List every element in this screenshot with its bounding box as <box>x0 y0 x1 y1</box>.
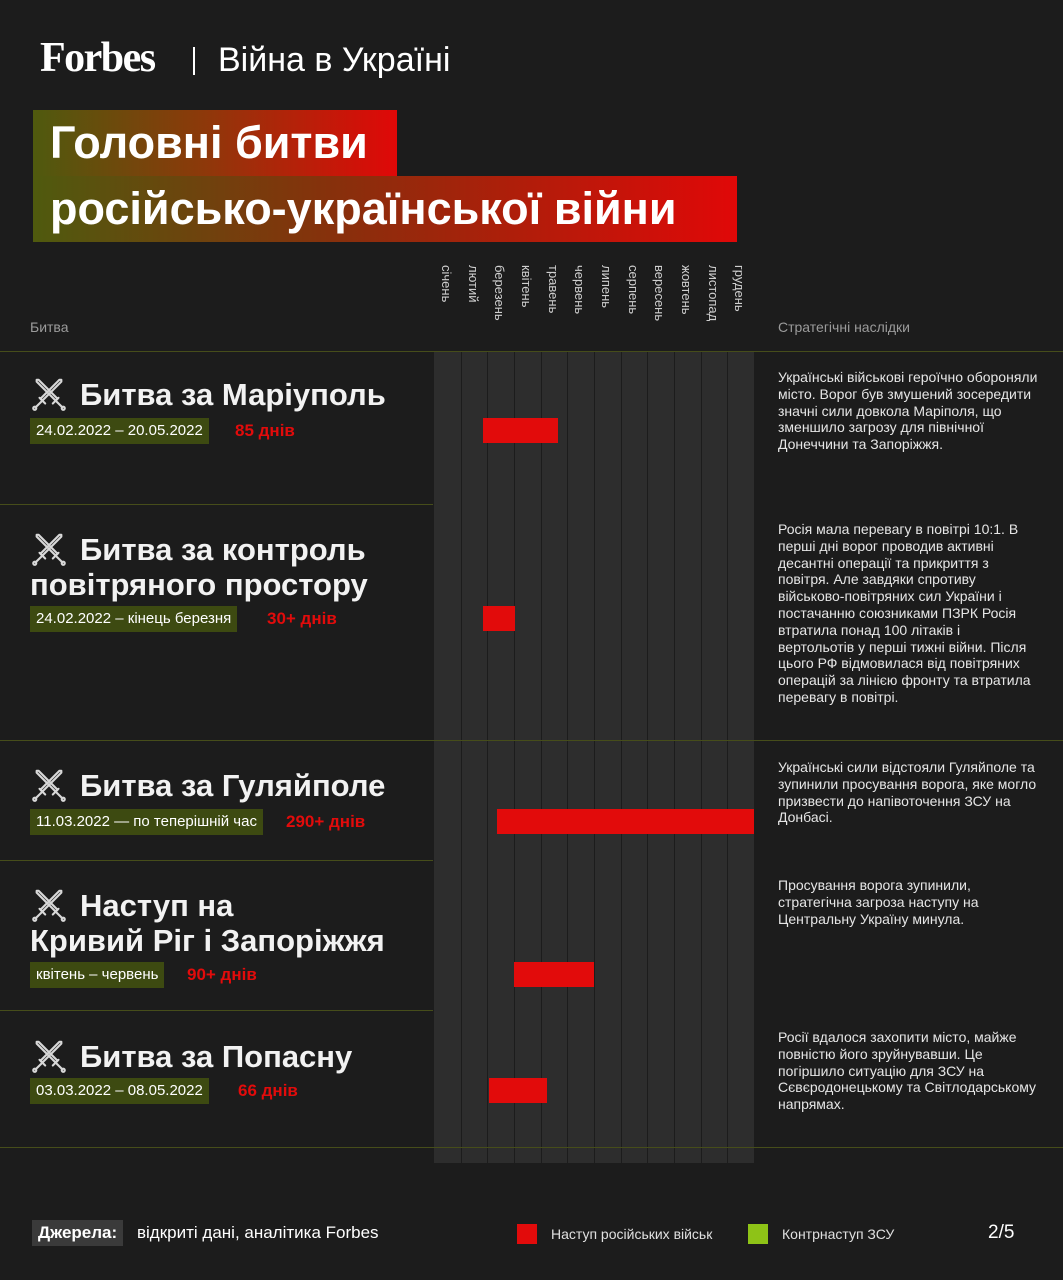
crossed-swords-icon <box>30 375 68 413</box>
duration-label: 90+ днів <box>187 965 257 984</box>
month-gridline <box>727 351 728 1163</box>
crossed-swords-icon <box>30 530 68 568</box>
gantt-bar-offensive <box>514 962 594 987</box>
battle-title-text: Битва за Попасну <box>80 1039 353 1074</box>
page-title-line-2: російсько-української війни <box>33 176 737 242</box>
column-header-battle: Битва <box>30 319 69 335</box>
month-label: грудень <box>732 265 748 312</box>
consequence-text: Росії вдалося захопити місто, майже повністю його зруйнувавши. Це погіршило ситуацію для ЗСУ на Сєвєродонецькому та Світлодарському напрямах. <box>778 1029 1037 1113</box>
month-label: вересень <box>652 265 668 322</box>
month-gridline <box>461 351 462 1163</box>
date-range: квітень – червень <box>30 962 164 988</box>
month-label: серпень <box>625 265 641 315</box>
month-gridline <box>647 351 648 1163</box>
forbes-logo: Forbes <box>40 35 155 81</box>
gantt-bar-offensive <box>497 809 754 834</box>
row-divider <box>0 740 1063 741</box>
sources-label: Джерела: <box>32 1220 123 1246</box>
battle-title <box>30 766 385 804</box>
consequence-text: Українські військові героїчно обороняли місто. Ворог був змушений зосередити значні сили довкола Маріполя, що зменшило загрозу для північної Донеччини та Запоріжжя. <box>778 369 1038 453</box>
column-header-consequences: Стратегічні наслідки <box>778 319 910 335</box>
gantt-bar-offensive <box>483 418 558 443</box>
month-label: квітень <box>519 265 534 308</box>
section-title: Війна в Україні <box>218 41 451 79</box>
month-gridline <box>621 351 622 1163</box>
legend-swatch-offensive <box>517 1224 537 1244</box>
month-gridline <box>541 351 542 1163</box>
battle-title-text: Наступ на <box>80 888 234 923</box>
battle-title-text: Битва за Гуляйполе <box>80 768 386 803</box>
month-label: березень <box>492 265 508 321</box>
header-divider <box>193 47 195 75</box>
month-gridline <box>674 351 675 1163</box>
date-range: 24.02.2022 – кінець березня <box>30 606 237 632</box>
battle-title <box>30 1037 352 1075</box>
duration-label: 85 днів <box>235 421 295 440</box>
date-range: 24.02.2022 – 20.05.2022 <box>30 418 209 444</box>
legend-label-counteroffensive: Контрнаступ ЗСУ <box>782 1226 895 1242</box>
month-gridline <box>567 351 568 1163</box>
consequence-text: Просування ворога зупинили, стратегічна загроза наступу на Центральну Україну минула. <box>778 877 979 927</box>
month-gridline <box>701 351 702 1163</box>
row-divider <box>0 1147 1063 1148</box>
month-label: травень <box>545 265 561 314</box>
row-divider <box>0 1010 433 1011</box>
battle-title <box>30 530 368 602</box>
battle-title-text: Битва за контроль <box>80 532 366 567</box>
duration-label: 290+ днів <box>286 812 366 831</box>
battle-title <box>30 886 385 958</box>
row-divider <box>0 504 433 505</box>
crossed-swords-icon <box>30 766 68 804</box>
page-title-line-1: Головні битви <box>33 110 397 176</box>
month-label: червень <box>572 265 588 315</box>
date-range: 11.03.2022 — по теперішній час <box>30 809 263 835</box>
month-label: листопад <box>705 265 721 322</box>
battle-title-text: Битва за Маріуполь <box>80 377 386 412</box>
duration-label: 66 днів <box>238 1081 298 1100</box>
battle-title <box>30 375 386 413</box>
sources-text: відкриті дані, аналітика Forbes <box>137 1223 379 1242</box>
legend-swatch-counteroffensive <box>748 1224 768 1244</box>
gantt-bar-offensive <box>483 606 515 631</box>
row-divider <box>0 860 433 861</box>
date-range: 03.03.2022 – 08.05.2022 <box>30 1078 209 1104</box>
crossed-swords-icon <box>30 1037 68 1075</box>
crossed-swords-icon <box>30 886 68 924</box>
month-label: липень <box>599 265 614 309</box>
month-label: жовтень <box>679 265 694 315</box>
page-number: 2/5 <box>988 1222 1015 1243</box>
month-gridline <box>487 351 488 1163</box>
month-gridline <box>594 351 595 1163</box>
consequence-text: Росія мала перевагу в повітрі 10:1. В перші дні ворог проводив активні десантні операції та прикриття з повітря. Але завдяки спротиву військово-повітряних сил України і постачанню союзниками ПЗРК Росія втратила понад 100 літаків і вертольотів у перші тижні війни. Після цього РФ відмовилася від повітряних операцій за лінією фронту та втратила перевагу в повітрі. <box>778 521 1031 705</box>
duration-label: 30+ днів <box>267 609 337 628</box>
month-gridline <box>514 351 515 1163</box>
legend-label-offensive: Наступ російських військ <box>551 1226 713 1242</box>
row-divider <box>0 351 1063 352</box>
gantt-bar-offensive <box>489 1078 547 1103</box>
battle-title-text: повітряного простору <box>30 567 368 602</box>
month-label: лютий <box>465 265 481 303</box>
battle-title-text: Кривий Ріг і Запоріжжя <box>30 923 385 958</box>
consequence-text: Українські сили відстояли Гуляйполе та зупинили просування ворога, яке могло призвести до напівоточення ЗСУ на Донбасі. <box>778 759 1037 826</box>
month-label: січень <box>439 265 454 303</box>
